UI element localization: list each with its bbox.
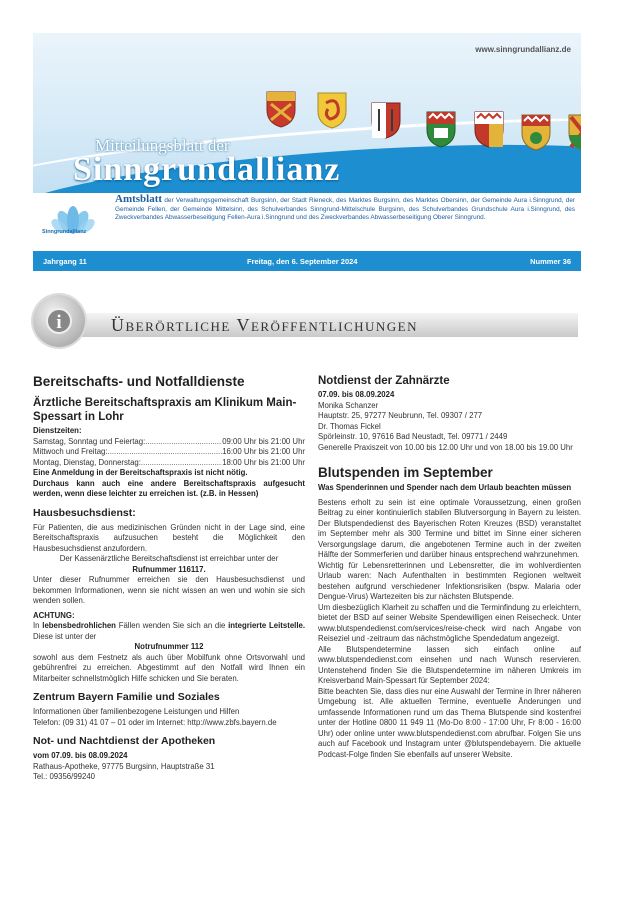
zahn-line: Monika Schanzer	[318, 400, 379, 410]
crest-icon	[473, 110, 505, 148]
heading-apotheke: Not- und Nachtdienst der Apotheken	[33, 735, 216, 747]
issue-date: Freitag, den 6. September 2024	[247, 257, 358, 266]
rufnummer[interactable]: Rufnummer 116117.	[132, 564, 206, 574]
durchaus-note: Durchaus kann auch eine andere Bereitschaftspraxis aufgesucht werden, wenn diese leichter zu erreichen ist. (z.B. in Hessen)	[33, 478, 305, 498]
zahn-line: Dr. Thomas Fickel	[318, 421, 381, 431]
right-column	[318, 374, 581, 760]
crest-icon	[425, 110, 457, 148]
heading-zentrum: Zentrum Bayern Familie und Soziales	[33, 691, 220, 703]
zahn-line: Spörleinstr. 10, 97616 Bad Neustadt, Tel. 09771 / 2449	[318, 432, 508, 441]
zentrum-line-1: Informationen über familienbezogene Leistungen und Hilfen	[33, 707, 240, 716]
heading-bereitschaft: Bereitschafts- und Notfalldienste	[33, 374, 245, 389]
site-url[interactable]: www.sinngrundallianz.de	[475, 45, 571, 54]
masthead-title: Sinngrundallianz	[73, 151, 341, 188]
blut-paragraph-1: Bestens erholt zu sein ist eine optimale Voraussetzung, einen großen Beitrag zu einer kontinuierlich stabilen Blutversorgung in Bayern zu leisten. Der Blutspendedienst des Bayerischen Roten Kreuzes (BSD) veranstaltet im September mehr als 300 Termine und bittet im Sinne einer sicheren Versorgungslage darum, die angebotenen Termine auch in der zweiten Hälfte der Sommerferien und darüber hinaus entsprechend wahrzunehmen.	[318, 497, 581, 559]
amtsblatt-box	[33, 193, 581, 248]
time-row: Mittwoch und Freitag: ..... 16:00 Uhr bis 21:00 Uhr	[33, 447, 305, 458]
crest-icon	[265, 90, 297, 128]
blut-paragraph-2: Wichtig für Lebensretterinnen und Lebensretter, die im wohlverdienten Urlaub waren: Nach Aufenthalten in bestimmten Regionen weltweit bestehen aufgrund verschiedener Infektionsrisiken (bspw. Malaria oder Dengue-Virus) Wartezeiten bis zur nächsten Blutspende.	[318, 560, 581, 601]
blut-paragraph-3: Um diesbezüglich Klarheit zu schaffen und die Terminfindung zu erleichtern, bietet der BSD auf seiner Website Spendewilligen einen Reisecheck. Unter www.blutspendedienst.com/services/reise-check wird nach Angabe von Reiseziel und -zeitraum das nächstmögliche Spendedatum angezeigt.	[318, 602, 581, 643]
info-glyph: i	[46, 308, 72, 334]
blut-paragraph-5: Bitte beachten Sie, dass dies nur eine Auswahl der Termine in Ihrer näheren Umgebung ist. Alle aktuellen Termine, eventuelle Änderungen und umfassende Informationen rund um das Thema Blutspende sind kostenfrei unter der Hotline 0800 11 949 11 (Mo-Do 8:00 - 17:00 Uhr, Fr 8:00 - 16:00 Uhr) oder online unter www.blutspendedienst.com abrufbar. Folgen Sie uns auch auf Facebook und Instagram unter @blutspendebayern. Die aktuelle Podcast-Folge finden Sie ebenfalls auf unserer Website.	[318, 686, 581, 759]
haus-paragraph-1: Für Patienten, die aus medizinischen Gründen nicht in der Lage sind, eine Bereitschaftspraxis aufzusuchen besteht die Möglichkeit den Hausbesuchsdienst anzufordern.	[33, 522, 305, 553]
dienstzeiten-label: Dienstzeiten:	[33, 426, 82, 435]
masthead	[33, 33, 581, 193]
zahn-line: Hauptstr. 25, 97277 Neubrunn, Tel. 09307 / 277	[318, 411, 483, 420]
heading-blutspenden: Blutspenden im September	[318, 465, 493, 480]
crest-icon	[370, 101, 402, 139]
crest-icon	[520, 113, 552, 151]
notruf-paragraph: sowohl aus dem Festnetz als auch über Mobilfunk ohne Ortsvorwahl und gebührenfrei zu erreichen. Abgestimmt auf den Notfall wird Ihnen ein Mitarbeiter schnellstmöglich Hilfe schicken und Sie beraten.	[33, 652, 305, 683]
haus-paragraph-2: Der Kassenärztliche Bereitschaftsdienst ist erreichbar unter der	[59, 554, 279, 563]
blut-paragraph-4: Alle Blutspendetermine lassen sich einfach online auf www.blutspendedienst.com einsehen und nach Wunsch reservieren. Untenstehend finden Sie die Blutspendetermine im näheren Umkreis im Kreisverband Main-Spessart für September 2024:	[318, 644, 581, 685]
heading-zahnaerzte: Notdienst der Zahnärzte	[318, 375, 450, 387]
masthead-subtitle: Mitteilungsblatt der	[95, 136, 230, 155]
apotheke-date: vom 07.09. bis 08.09.2024	[33, 751, 128, 760]
blut-subheading: Was Spenderinnen und Spender nach dem Urlaub beachten müssen	[318, 483, 572, 492]
crest-icon	[567, 113, 581, 151]
amtsblatt-body: der Verwaltungsgemeinschaft Burgsinn, der Stadt Rieneck, des Marktes Burgsinn, des Marktes Obersinn, der Gemeinde Aura i.Sinngrund, der Gemeinde Fellen, der Gemeinde Mittelsinn, des Schulverbandes Sinngrund-Mittelschule Burgsinn, des Schulverbandes Grundschule Aura i.Sinngrund, des Zweckverbandes Abwasserbeseitigung Fellen-Aura i.Sinngrund und des Zweckverbandes Abwasserbeseitigung Oberer Sinngrund.	[115, 197, 575, 222]
logo-label: Sinngrundallianz	[42, 229, 87, 235]
time-row: Samstag, Sonntag und Feiertag: ..... 09:00 Uhr bis 21:00 Uhr	[33, 437, 305, 448]
left-column	[33, 374, 305, 783]
anmeldung-note: Eine Anmeldung in der Bereitschaftspraxis ist nicht nötig.	[33, 468, 248, 477]
zahn-line: Generelle Praxiszeit von 10.00 bis 12.00 Uhr und von 18.00 bis 19.00 Uhr	[318, 442, 573, 452]
crest-icon	[316, 91, 348, 129]
heading-praxis: Ärztliche Bereitschaftspraxis am Klinikum Main-Spessart in Lohr	[33, 397, 297, 423]
amtsblatt-word: Amtsblatt	[115, 193, 163, 205]
amtsblatt-text	[115, 195, 575, 223]
apotheke-phone: Tel.: 09356/99240	[33, 772, 95, 781]
time-row: Montag, Dienstag, Donnerstag: ..... 18:00 Uhr bis 21:00 Uhr	[33, 458, 305, 469]
info-icon	[33, 295, 85, 347]
lebens-paragraph: In lebensbedrohlichen Fällen wenden Sie sich an die integrierte Leitstelle. Diese ist unter der	[33, 621, 305, 641]
issue-number: Nummer 36	[530, 257, 571, 266]
apotheke-address: Rathaus-Apotheke, 97775 Burgsinn, Hauptstraße 31	[33, 761, 215, 771]
notrufnummer[interactable]: Notrufnummer 112	[134, 642, 204, 651]
section-banner	[33, 291, 581, 347]
issue-info-bar	[33, 251, 581, 271]
zentrum-line-2[interactable]: Telefon: (09 31) 41 07 – 01 oder im Internet: http://www.zbfs.bayern.de	[33, 717, 277, 727]
jahrgang: Jahrgang 11	[43, 257, 87, 266]
section-title: Überörtliche Veröffentlichungen	[111, 315, 418, 335]
haus-paragraph-3: Unter dieser Rufnummer erreichen sie den Hausbesuchsdienst und bekommen Informationen, wenn sie nicht wissen an wen und wohin sie sich wenden sollen.	[33, 575, 305, 605]
achtung-label: ACHTUNG:	[33, 610, 75, 620]
zahn-date: 07.09. bis 08.09.2024	[318, 390, 395, 399]
heading-hausbesuch: Hausbesuchsdienst:	[33, 506, 136, 519]
logo-icon	[43, 198, 103, 242]
